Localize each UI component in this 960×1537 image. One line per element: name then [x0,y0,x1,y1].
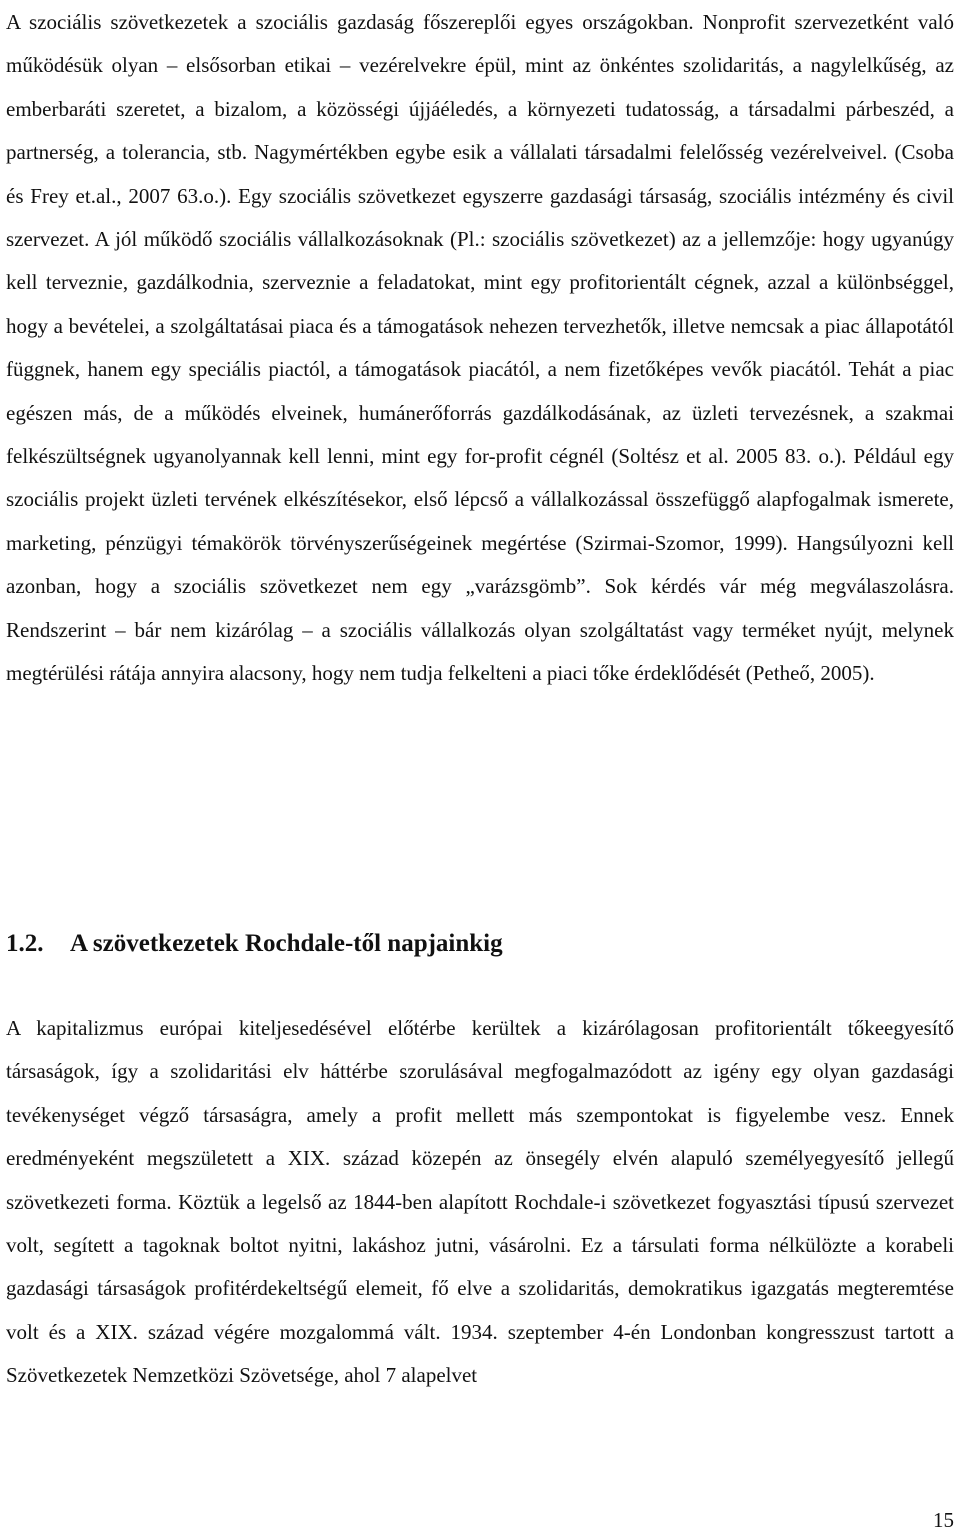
body-paragraph-2: A kapitalizmus európai kiteljesedésével előtérbe kerültek a kizárólagosan profitorientált tőkeegyesítő társaságok, így a szolidaritási elv háttérbe szorulásával megfogalmazódott az igény egy olyan gazdasági tevékenységet végző társaságra, amely a profit mellett más szempontokat is figyelembe vesz. Ennek eredményeként megszületett a XIX. század közepén az önsegély elvén alapuló személyegyesítő jellegű szövetkezeti forma. Köztük a legelső az 1844-ben alapított Rochdale-i szövetkezet fogyasztási típusú szervezet volt, segített a tagoknak boltot nyitni, lakáshoz jutni, vásárolni. Ez a társulati forma nélkülözte a korabeli gazdasági társaságok profitérdekeltségű elemeit, fő elve a szolidaritás, demokratikus igazgatás megteremtése volt és a XIX. század végére mozgalommá vált. 1934. szeptember 4-én Londonban kongresszust tartott a Szövetkezetek Nemzetközi Szövetsége, ahol 7 alapelvet [6,1016,954,1388]
section-heading [6,930,503,958]
body-paragraph-1: A szociális szövetkezetek a szociális gazdaság főszereplői egyes országokban. Nonprofit szervezetként való működésük olyan – elsősorban etikai – vezérelvekre épül, mint az önkéntes szolidaritás, a nagylelkűség, az emberbaráti szeretet, a bizalom, a közösségi újjáéledés, a környezeti tudatosság, a társadalmi párbeszéd, a partnerség, a tolerancia, stb. Nagymértékben egybe esik a vállalati társadalmi felelősség vezérelveivel. (Csoba és Frey et.al., 2007 63.o.). Egy szociális szövetkezet egyszerre gazdasági társaság, szociális intézmény és civil szervezet. A jól működő szociális vállalkozásoknak (Pl.: szociális szövetkezet) az a jellemzője: hogy ugyanúgy kell terveznie, gazdálkodnia, szerveznie a feladatokat, mint egy profitorientált cégnek, azzal a különbséggel, hogy a bevételei, a szolgáltatásai piaca és a támogatások nehezen tervezhetők, illetve nemcsak a piac állapotától függnek, hanem egy speciális piactól, a támogatások piacától, a nem fizetőképes vevők piacától. Tehát a piac egészen más, de a működés elveinek, humánerőforrás gazdálkodásának, az üzleti tervezésnek, a szakmai felkészültségnek ugyanolyannak kell lenni, mint egy for-profit cégnél (Soltész et al. 2005 83. o.). Például egy szociális projekt üzleti tervének elkészítésekor, első lépcső a vállalkozással összefüggő alapfogalmak ismerete, marketing, pénzügyi témakörök törvényszerűségeinek megértése (Szirmai-Szomor, 1999). Hangsúlyozni kell azonban, hogy a szociális szövetkezet nem egy „varázsgömb”. Sok kérdés vár még megválaszolásra. Rendszerint – bár nem kizárólag – a szociális vállalkozás olyan szolgáltatást vagy terméket nyújt, melynek megtérülési rátája annyira alacsony, hogy nem tudja felkelteni a piaci tőke érdeklődését (Petheő, 2005). [6,10,954,686]
document-page [6,0,954,1388]
page-number: 15 [933,1508,954,1532]
section-title: A szövetkezetek Rochdale-től napjainkig [70,930,503,957]
section-number: 1.2. [6,930,44,957]
